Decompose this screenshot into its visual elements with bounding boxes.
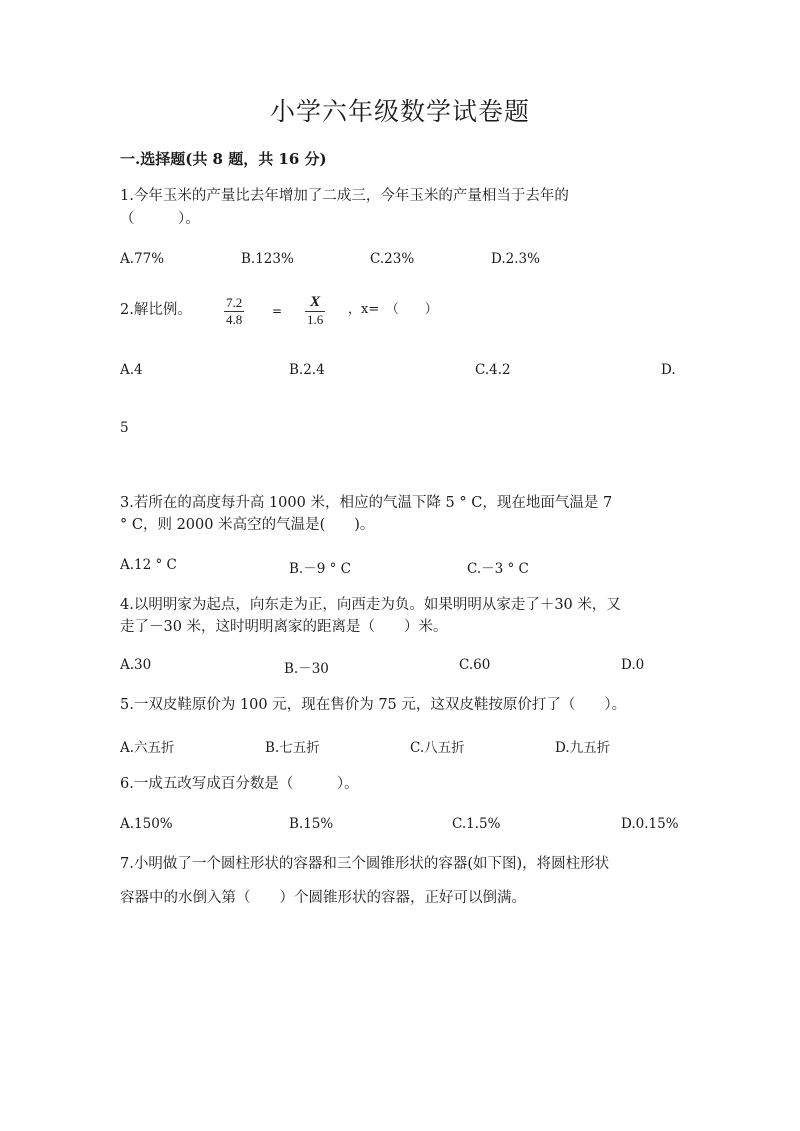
question-2-option-d-wrap: 5 bbox=[120, 420, 129, 436]
question-4-line-2: 走了－30 米，这时明明离家的距离是（ ）米。 bbox=[120, 619, 448, 635]
question-2-option-d[interactable]: D. bbox=[661, 362, 676, 378]
question-5-option-c[interactable]: C.八五折 bbox=[410, 740, 465, 756]
question-1-line-1: 1.今年玉米的产量比去年增加了二成三，今年玉米的产量相当于去年的 bbox=[120, 188, 569, 204]
question-1-option-c[interactable]: C.23% bbox=[370, 251, 415, 267]
question-2-option-b[interactable]: B.2.4 bbox=[289, 362, 325, 378]
question-3-option-c[interactable]: C.－3 ° C bbox=[467, 561, 529, 577]
question-4-option-d[interactable]: D.0 bbox=[621, 657, 645, 673]
right-fraction bbox=[305, 294, 325, 328]
section-heading: 一.选择题(共 8 题，共 16 分) bbox=[120, 150, 327, 168]
question-7-line-1: 7.小明做了一个圆柱形状的容器和三个圆锥形状的容器(如下图)，将圆柱形状 bbox=[120, 856, 610, 872]
question-1-option-a[interactable]: A.77% bbox=[120, 251, 165, 267]
page-title: 小学六年级数学试卷题 bbox=[269, 97, 530, 126]
question-3-option-b[interactable]: B.－9 ° C bbox=[289, 561, 351, 577]
question-5-line-1: 5.一双皮鞋原价为 100 元，现在售价为 75 元，这双皮鞋按原价打了（ ）。 bbox=[120, 697, 627, 713]
question-1-option-b[interactable]: B.123% bbox=[241, 251, 294, 267]
equals-sign: = bbox=[272, 304, 283, 318]
question-5-option-d[interactable]: D.九五折 bbox=[555, 740, 611, 756]
question-4-option-b[interactable]: B.－30 bbox=[284, 661, 329, 677]
question-6-line-1: 6.一成五改写成百分数是（ ）。 bbox=[120, 776, 359, 792]
question-4-option-c[interactable]: C.60 bbox=[459, 657, 491, 673]
question-2-suffix: ，x= （ ） bbox=[348, 302, 438, 317]
question-3-line-2: ° C，则 2000 米高空的气温是( )。 bbox=[120, 517, 375, 533]
question-3-option-a[interactable]: A.12 ° C bbox=[120, 557, 177, 573]
question-4-line-1: 4.以明明家为起点，向东走为正，向西走为负。如果明明从家走了＋30 米，又 bbox=[120, 597, 621, 613]
right-fraction-numerator: X bbox=[310, 294, 321, 310]
left-fraction-denominator: 4.8 bbox=[226, 312, 243, 327]
left-fraction-numerator: 7.2 bbox=[226, 295, 243, 310]
question-1-line-2: （ ）。 bbox=[120, 211, 200, 227]
question-6-option-a[interactable]: A.150% bbox=[120, 816, 173, 832]
question-7-line-2: 容器中的水倒入第（ ）个圆锥形状的容器，正好可以倒满。 bbox=[120, 890, 526, 906]
question-6-option-d[interactable]: D.0.15% bbox=[621, 816, 679, 832]
question-4-option-a[interactable]: A.30 bbox=[120, 657, 152, 673]
question-6-option-b[interactable]: B.15% bbox=[289, 816, 334, 832]
question-2-option-a[interactable]: A.4 bbox=[120, 362, 143, 378]
question-2-option-c[interactable]: C.4.2 bbox=[475, 362, 511, 378]
question-2-prefix: 2.解比例。 bbox=[120, 302, 192, 318]
question-1-option-d[interactable]: D.2.3% bbox=[491, 251, 540, 267]
left-fraction bbox=[224, 295, 244, 328]
question-6-option-c[interactable]: C.1.5% bbox=[452, 816, 501, 832]
question-5-option-a[interactable]: A.六五折 bbox=[120, 740, 175, 756]
right-fraction-denominator: 1.6 bbox=[307, 312, 324, 327]
question-3-line-1: 3.若所在的高度每升高 1000 米，相应的气温下降 5 ° C，现在地面气温是 7 bbox=[120, 495, 613, 511]
question-5-option-b[interactable]: B.七五折 bbox=[265, 740, 320, 756]
